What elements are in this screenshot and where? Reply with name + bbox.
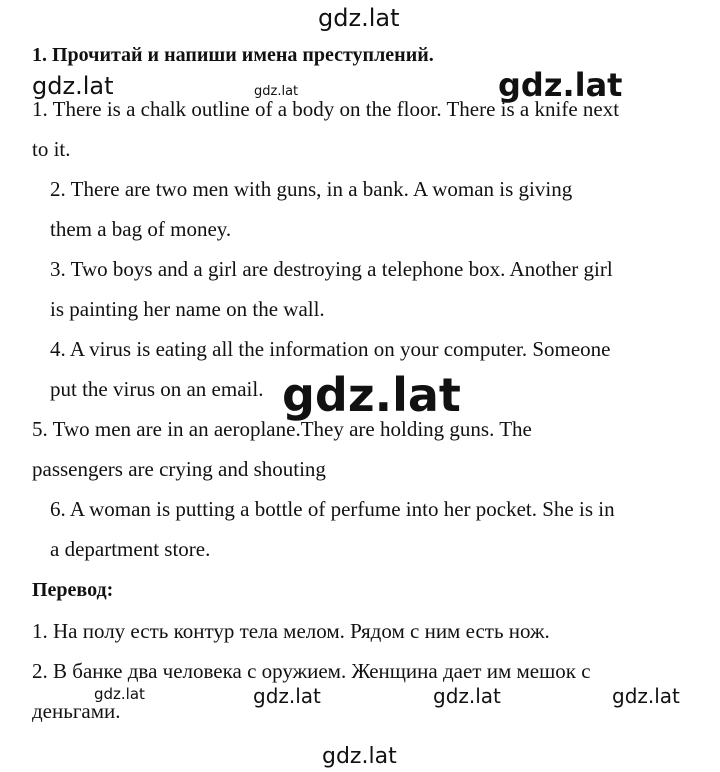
item-3-line-2: is painting her name on the wall. (50, 297, 325, 321)
item-6-line-1: 6. A woman is putting a bottle of perfume into her pocket. She is in (50, 497, 615, 521)
item-2-line-2: them a bag of money. (50, 217, 232, 241)
watermark-center: gdz.lat (282, 368, 461, 422)
watermark-bottom-left: gdz.lat (94, 685, 145, 703)
item-1-line-1: 1. There is a chalk outline of a body on the floor. There is a knife next (32, 97, 620, 121)
watermark-small: gdz.lat (254, 84, 299, 99)
translation-1-line-1: 1. На полу есть контур тела мелом. Рядом с ним есть нож. (32, 619, 550, 643)
translation-heading: Перевод: (32, 579, 114, 601)
translation-2-line-2: деньгами. (32, 699, 121, 723)
item-5-line-2: passengers are crying and shouting (32, 457, 326, 481)
translation-2-line-1: 2. В банке два человека с оружием. Женщина дает им мешок с (32, 659, 591, 683)
watermark-bottom-center: gdz.lat (322, 744, 397, 769)
item-3-line-1: 3. Two boys and a girl are destroying a telephone box. Another girl (50, 257, 613, 281)
watermark-bottom-mid-2: gdz.lat (433, 684, 501, 708)
watermark-left: gdz.lat (32, 72, 114, 100)
item-4-line-2: put the virus on an email. (50, 377, 264, 401)
item-5-line-1: 5. Two men are in an aeroplane.They are holding guns. The (32, 417, 532, 441)
watermark-top: gdz.lat (318, 4, 400, 32)
watermark-bottom-right: gdz.lat (612, 684, 680, 708)
item-6-line-2: a department store. (50, 537, 211, 561)
item-4-line-1: 4. A virus is eating all the information on your computer. Someone (50, 337, 611, 361)
watermark-right: gdz.lat (498, 66, 623, 104)
item-2-line-1: 2. There are two men with guns, in a bank. A woman is giving (50, 177, 573, 201)
watermark-bottom-mid-1: gdz.lat (253, 684, 321, 708)
item-1-line-2: to it. (32, 137, 71, 161)
exercise-heading: 1. Прочитай и напиши имена преступлений. (32, 44, 434, 66)
